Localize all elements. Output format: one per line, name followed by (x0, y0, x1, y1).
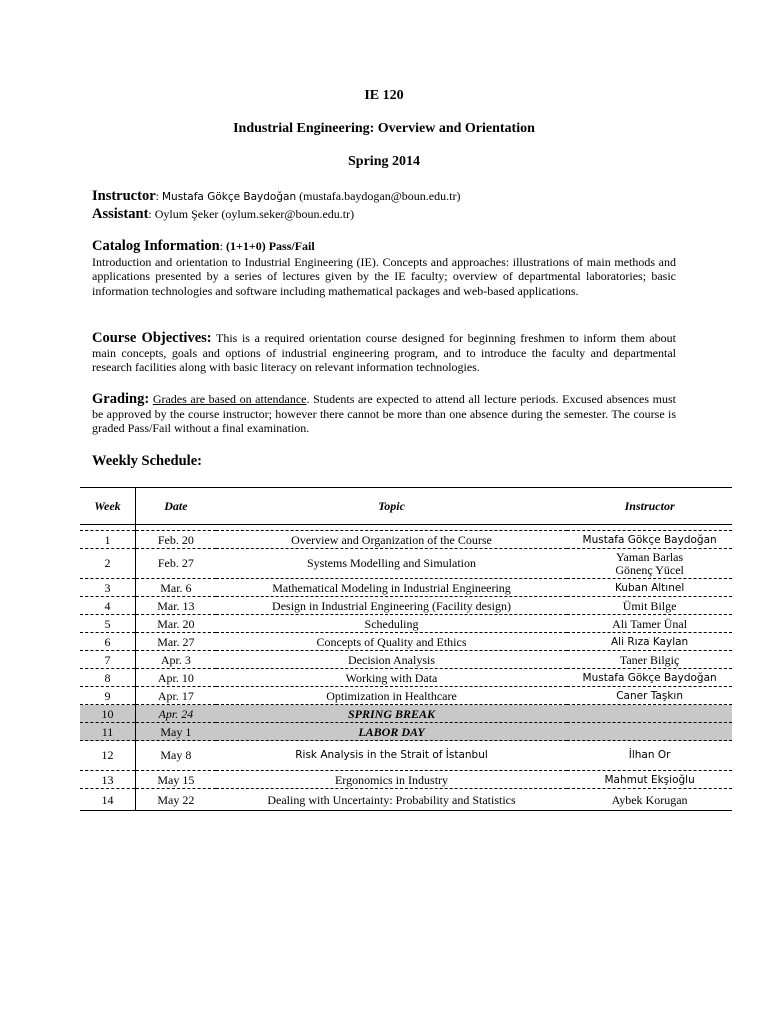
cell-instructor: Ali Rıza Kaylan (567, 633, 732, 651)
cell-instructor (567, 705, 732, 723)
schedule-heading: Weekly Schedule: (92, 453, 202, 469)
cell-instructor (567, 723, 732, 741)
cell-date: Mar. 20 (135, 615, 215, 633)
cell-week: 6 (80, 633, 135, 651)
table-row (80, 615, 732, 633)
cell-topic: Dealing with Uncertainty: Probability and Statistics (216, 789, 567, 811)
cell-instructor: Mustafa Gökçe Baydoğan (567, 531, 732, 549)
cell-date: May 22 (135, 789, 215, 811)
cell-week: 10 (80, 705, 135, 723)
cell-week: 5 (80, 615, 135, 633)
cell-topic: Mathematical Modeling in Industrial Engineering (216, 579, 567, 597)
cell-topic: Ergonomics in Industry (216, 771, 567, 789)
course-title: Industrial Engineering: Overview and Orientation (233, 121, 535, 136)
table-row (80, 597, 732, 615)
cell-instructor: İlhan Or (567, 741, 732, 771)
cell-date: Apr. 3 (135, 651, 215, 669)
cell-topic: Risk Analysis in the Strait of İstanbul (216, 741, 567, 771)
staff-info (92, 188, 676, 223)
cell-topic: Working with Data (216, 669, 567, 687)
cell-topic: Optimization in Healthcare (216, 687, 567, 705)
table-row (80, 669, 732, 687)
cell-topic: Design in Industrial Engineering (Facility design) (216, 597, 567, 615)
cell-week: 14 (80, 789, 135, 811)
cell-date: May 8 (135, 741, 215, 771)
table-row (80, 789, 732, 811)
table-row-holiday (80, 705, 732, 723)
term: Spring 2014 (348, 154, 420, 169)
cell-instructor (567, 549, 732, 579)
table-row (80, 651, 732, 669)
cell-instructor: Kuban Altınel (567, 579, 732, 597)
table-header-row (80, 488, 732, 525)
assistant-label: Assistant (92, 206, 149, 222)
cell-topic: Systems Modelling and Simulation (216, 549, 567, 579)
table-row (80, 771, 732, 789)
cell-instructor-line2: Gönenç Yücel (615, 562, 684, 577)
cell-instructor: Aybek Korugan (567, 789, 732, 811)
table-row (80, 579, 732, 597)
cell-topic: LABOR DAY (216, 723, 567, 741)
schedule-heading-wrap (92, 454, 676, 469)
cell-topic: Scheduling (216, 615, 567, 633)
cell-topic: Concepts of Quality and Ethics (216, 633, 567, 651)
objectives-label: Course Objectives: (92, 330, 212, 346)
cell-date: Feb. 20 (135, 531, 215, 549)
instructor-line: Instructor: Mustafa Gökçe Baydoğan (mustafa.baydogan@boun.edu.tr) (92, 188, 461, 204)
cell-week: 9 (80, 687, 135, 705)
cell-week: 7 (80, 651, 135, 669)
assistant-name: Oylum Şeker (154, 207, 219, 221)
column-header-topic: Topic (216, 488, 567, 525)
cell-topic: Overview and Organization of the Course (216, 531, 567, 549)
cell-week: 11 (80, 723, 135, 741)
cell-instructor: Ümit Bilge (567, 597, 732, 615)
table-row (80, 687, 732, 705)
cell-instructor: Mahmut Ekşioğlu (567, 771, 732, 789)
cell-instructor: Caner Taşkın (567, 687, 732, 705)
grading-label: Grading: (92, 391, 150, 407)
cell-date: May 15 (135, 771, 215, 789)
catalog-label: Catalog Information (92, 238, 220, 254)
cell-week: 3 (80, 579, 135, 597)
table-row (80, 531, 732, 549)
cell-week: 13 (80, 771, 135, 789)
grading-underlined: Grades are based on attendance (152, 392, 307, 406)
cell-week: 8 (80, 669, 135, 687)
cell-instructor: Ali Tamer Ünal (567, 615, 732, 633)
cell-week: 1 (80, 531, 135, 549)
objectives-section (92, 331, 676, 375)
instructor-label: Instructor (92, 188, 156, 204)
weekly-schedule-table (80, 487, 732, 811)
table-row (80, 549, 732, 579)
cell-date: Mar. 13 (135, 597, 215, 615)
grading-section (92, 392, 676, 436)
cell-topic: Decision Analysis (216, 651, 567, 669)
cell-instructor: Mustafa Gökçe Baydoğan (567, 669, 732, 687)
cell-date: Mar. 27 (135, 633, 215, 651)
course-code: IE 120 (364, 88, 404, 103)
grading-text: . Students are expected to attend all lecture periods. Excused absences must be approved by the course instructor; however there cannot be more than one absence during the semester. The course is graded Pass/Fail without a final examination. (92, 392, 676, 436)
column-header-instructor: Instructor (567, 488, 732, 525)
cell-date: Apr. 17 (135, 687, 215, 705)
cell-instructor: Taner Bilgiç (567, 651, 732, 669)
cell-date: Mar. 6 (135, 579, 215, 597)
table-row-holiday (80, 723, 732, 741)
cell-week: 2 (80, 549, 135, 579)
table-row (80, 741, 732, 771)
cell-topic: SPRING BREAK (216, 705, 567, 723)
cell-date: Apr. 24 (135, 705, 215, 723)
assistant-line: Assistant: Oylum Şeker (oylum.seker@boun.edu.tr) (92, 206, 355, 222)
instructor-email: (mustafa.baydogan@boun.edu.tr) (299, 189, 461, 203)
cell-week: 4 (80, 597, 135, 615)
catalog-text: Introduction and orientation to Industrial Engineering (IE). Concepts and approaches: illustrations of main methods and applications presented by a series of lectures given by the IE faculty; overview of departmental laboratories; basic information technologies and software including mathematical packages and web-based applications. (92, 254, 676, 298)
column-header-date: Date (135, 488, 215, 525)
cell-instructor-line1: Yaman Barlas (616, 549, 684, 564)
cell-date: May 1 (135, 723, 215, 741)
cell-date: Feb. 27 (135, 549, 215, 579)
catalog-credits: (1+1+0) Pass/Fail (226, 239, 315, 253)
instructor-name: Mustafa Gökçe Baydoğan (161, 191, 297, 203)
table-row (80, 633, 732, 651)
objectives-text: This is a required orientation course designed for beginning freshmen to inform them about main concepts, goals and options of industrial engineering program, and to introduce the faculty and departmental research facilities along with basic literacy on relevant information technologies. (92, 331, 676, 375)
catalog-section: Catalog Information: (1+1+0) Pass/Fail Introduction and orientation to Industrial Engineering (IE). Concepts and approaches: illustrations of main methods and applications presented by a series of lectures given by the IE faculty; overview of departmental laboratories; basic information technologies and software including mathematical packages and web-based applications. (92, 238, 676, 298)
assistant-email: (oylum.seker@boun.edu.tr) (221, 207, 355, 221)
column-header-week: Week (80, 488, 135, 525)
cell-date: Apr. 10 (135, 669, 215, 687)
cell-week: 12 (80, 741, 135, 771)
